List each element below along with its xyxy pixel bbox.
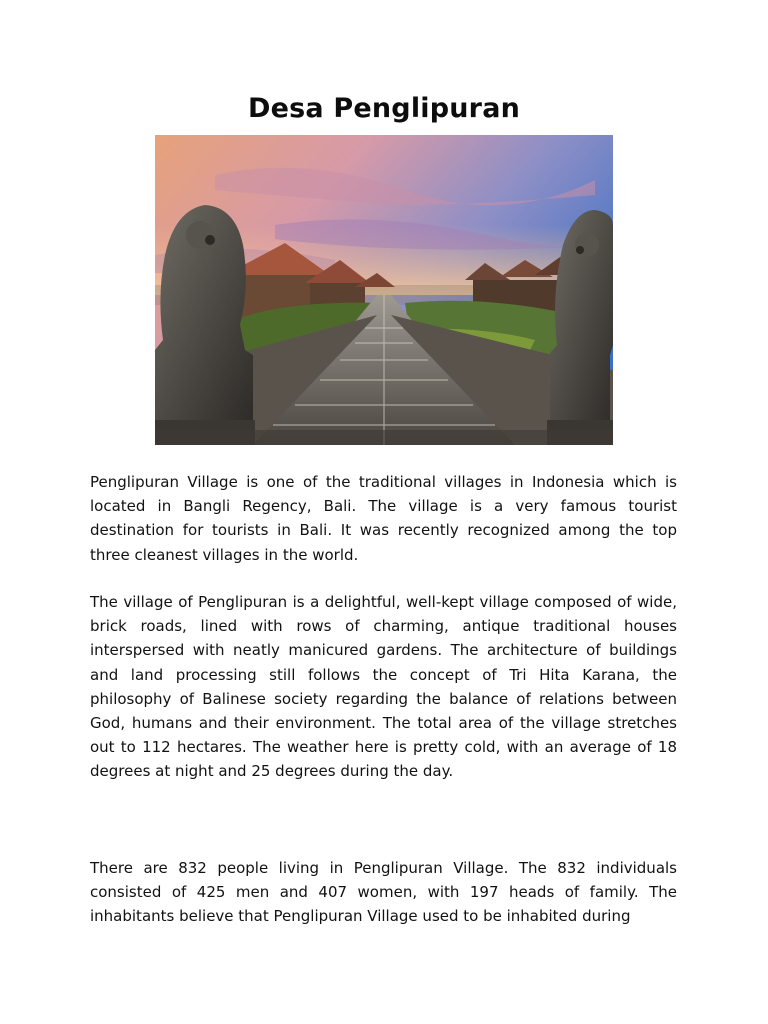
village-photo — [155, 135, 613, 445]
paragraph-intro: Penglipuran Village is one of the traditional villages in Indonesia which is located in Bangli Regency, Bali. The village is a very famous tourist destination for tourists in Bali. It was recently recognized among the top three cleanest villages in the world. — [90, 473, 677, 564]
page-title: Desa Penglipuran — [247, 93, 521, 124]
paragraph-population: There are 832 people living in Penglipuran Village. The 832 individuals consisted of 425 men and 407 women, with 197 heads of family. The inhabitants believe that Penglipuran Village used to be inhabited during — [90, 859, 677, 926]
paragraph-description: The village of Penglipuran is a delightful, well-kept village composed of wide, brick roads, lined with rows of charming, antique traditional houses interspersed with neatly manicured gardens. The architecture of buildings and land processing still follows the concept of Tri Hita Karana, the philosophy of Balinese society regarding the balance of relations between God, humans and their environment. The total area of the village stretches out to 112 hectares. The weather here is pretty cold, with an average of 18 degrees at night and 25 degrees during the day. — [90, 593, 677, 781]
